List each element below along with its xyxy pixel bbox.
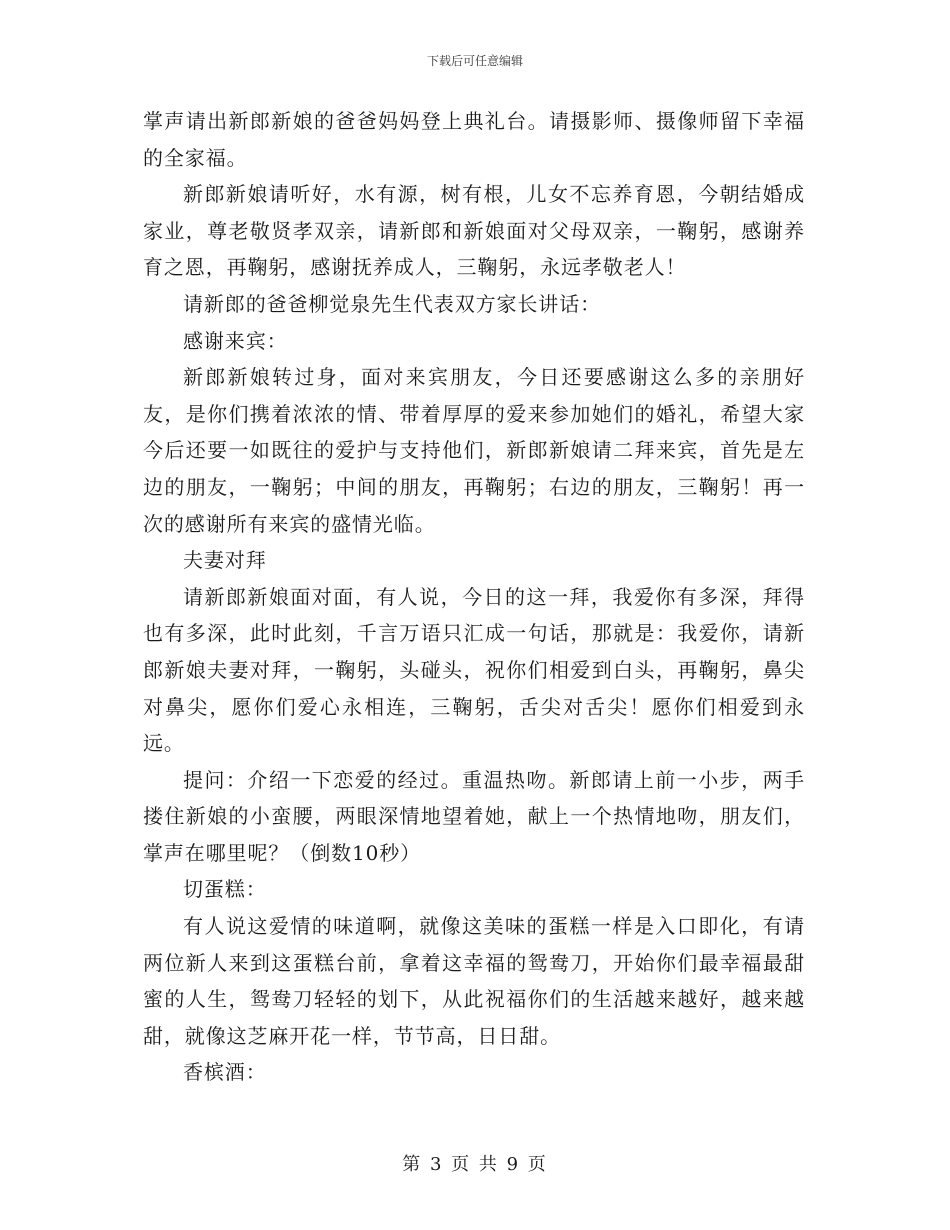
paragraph: 提问：介绍一下恋爱的经过。重温热吻。新郎请上前一小步，两手搂住新娘的小蛮腰，两眼深情地望着她，献上一个热情地吻，朋友们，掌声在哪里呢？（倒数10秒）	[143, 767, 805, 865]
section-heading: 切蛋糕：	[183, 877, 267, 902]
page-number: 第 3 页 共 9 页	[402, 1154, 548, 1175]
paragraph: 请新郎的爸爸柳觉泉先生代表双方家长讲话：	[183, 291, 601, 316]
paragraph: 请新郎新娘面对面，有人说，今日的这一拜，我爱你有多深，拜得也有多深，此时此刻，千言万语只汇成一句话，那就是：我爱你，请新郎新娘夫妻对拜，一鞠躬，头碰头，祝你们相爱到白头，再鞠躬，鼻尖对鼻尖，愿你们爱心永相连，三鞠躬，舌尖对舌尖！愿你们相爱到永远。	[143, 584, 805, 756]
paragraph: 新郎新娘转过身，面对来宾朋友，今日还要感谢这么多的亲朋好友，是你们携着浓浓的情、带着厚厚的爱来参加她们的婚礼，希望大家今后还要一如既往的爱护与支持他们，新郎新娘请二拜来宾，首先是左边的朋友，一鞠躬；中间的朋友，再鞠躬；右边的朋友，三鞠躬！再一次的感谢所有来宾的盛情光临。	[143, 365, 805, 536]
paragraph: 掌声请出新郎新娘的爸爸妈妈登上典礼台。请摄影师、摄像师留下幸福的全家福。	[143, 109, 805, 170]
section-heading: 夫妻对拜	[183, 548, 267, 573]
section-heading: 香槟酒：	[183, 1060, 267, 1085]
paragraph: 新郎新娘请听好，水有源，树有根，儿女不忘养育恩，今朝结婚成家业，尊老敬贤孝双亲，请新郎和新娘面对父母双亲，一鞠躬，感谢养育之恩，再鞠躬，感谢抚养成人，三鞠躬，永远孝敬老人！	[143, 182, 805, 280]
section-heading: 感谢来宾：	[183, 328, 288, 353]
page-header-note: 下载后可任意编辑	[426, 54, 523, 68]
paragraph: 有人说这爱情的味道啊，就像这美味的蛋糕一样是入口即化，有请两位新人来到这蛋糕台前，拿着这幸福的鸳鸯刀，开始你们最幸福最甜蜜的人生，鸳鸯刀轻轻的划下，从此祝福你们的生活越来越好，越来越甜，就像这芝麻开花一样，节节高，日日甜。	[143, 914, 805, 1048]
document-body	[143, 103, 805, 1091]
